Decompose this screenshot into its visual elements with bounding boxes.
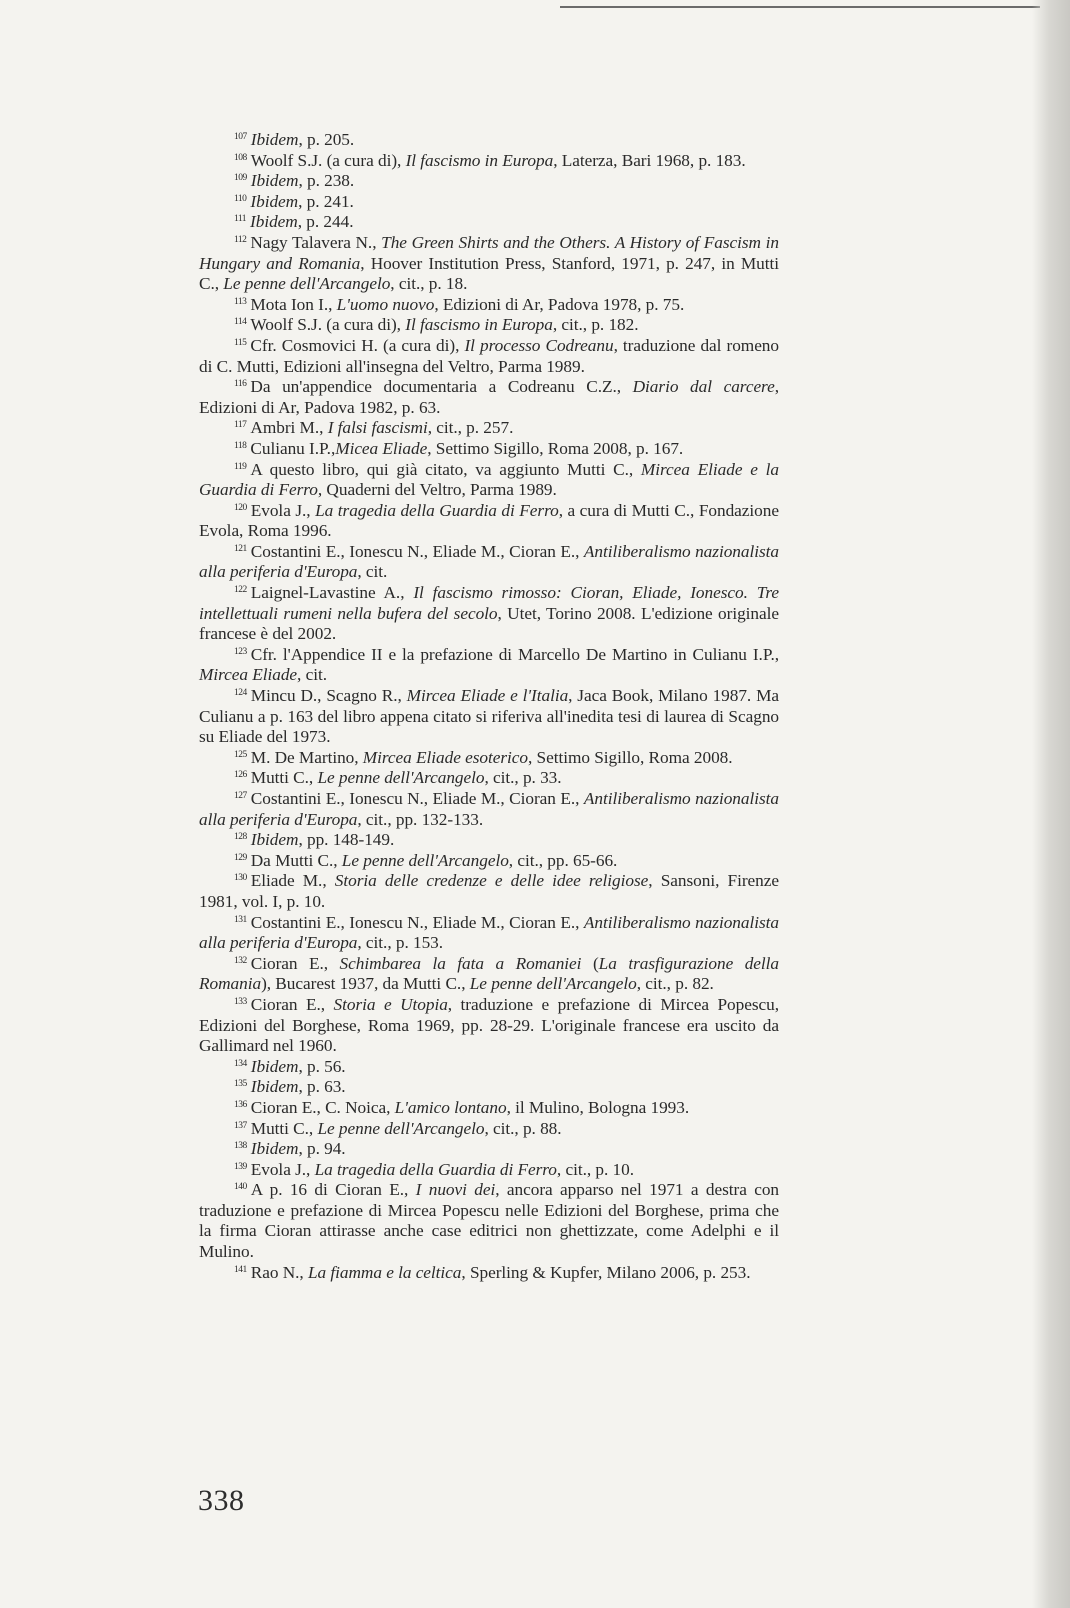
endnote-text: , Settimo Sigillo, Roma 2008. [528,747,733,767]
endnote [199,1160,779,1181]
endnote-text: Ambri M., [250,418,328,438]
endnote [199,151,779,172]
endnote-number: 125 [234,749,247,760]
endnote-text: , Laterza, Bari 1968, p. 183. [553,150,746,170]
endnote-text: , a cura di Mutti C., Fondazione Evola, Roma 1996. [199,500,779,541]
endnote-text: , cit. [357,562,388,582]
endnote [199,1263,779,1284]
endnote-text: Mincu D., Scagno R., [250,686,407,706]
endnote-text: Woolf S.J. (a cura di), [250,150,406,170]
endnote-text: Da un'appendice documentaria a Codreanu C.Z., [250,377,633,397]
endnote-text: , cit., pp. 65-66. [508,850,618,870]
endnote [199,871,779,912]
endnote-number: 107 [234,132,247,142]
endnote-title-text: Mircea Eliade [199,665,298,685]
endnote-title-text: Il processo Codreanu [464,335,614,355]
endnote-text: , Edizioni di Ar, Padova 1978, p. 75. [434,294,685,314]
endnote-text: Mutti C., [250,1118,318,1138]
endnote-text: , Settimo Sigillo, Roma 2008, p. 167. [427,438,684,458]
endnote-text: Cioran E., [250,953,340,973]
endnote-title-text: Ibidem [250,1139,299,1159]
endnotes-list [199,130,779,1283]
endnote [199,830,779,851]
endnote-title-text: Le penne dell'Arcangelo [317,1118,485,1138]
endnote-number: 115 [234,337,247,348]
endnote-title-text: Diario dal carcere [632,377,775,397]
page-edge-shadow [1032,0,1070,1608]
endnote [199,913,779,954]
endnote-text: , cit., p. 33. [484,768,562,788]
endnote-number: 136 [234,1099,247,1110]
endnote [199,995,779,1057]
endnote [199,645,779,686]
endnote-number: 112 [234,234,247,245]
endnote-text: Costantini E., Ionescu N., Eliade M., Cioran E., [250,912,584,932]
endnote-text: , p. 238. [298,171,355,191]
endnote-text: , p. 241. [298,191,354,211]
endnote-title-text: I falsi fascismi [327,418,428,438]
endnote-text: Laignel-Lavastine A., [250,583,414,603]
endnote-number: 118 [234,440,247,451]
endnote-text: , cit., p. 257. [427,418,514,438]
endnote-text: , Edizioni di Ar, Padova 1982, p. 63. [199,377,779,417]
endnote [199,1119,779,1140]
endnote-text: , p. 94. [298,1139,346,1159]
endnote-title-text: Antiliberalismo nazionalista alla periferia d'Europa [199,912,779,953]
endnote-text: , cit., p. 153. [357,933,444,953]
endnote [199,1180,779,1262]
endnote-text: , Sansoni, Firenze 1981, vol. I, p. 10. [199,871,779,911]
endnote-title-text: Ibidem [250,1056,299,1076]
endnote [199,1077,779,1098]
endnote-number: 127 [234,791,247,801]
endnote-text: ), Bucarest 1937, da Mutti C., [261,974,470,994]
endnote [199,460,779,501]
endnote [199,212,779,233]
endnote-number: 122 [234,585,247,596]
endnote [199,748,779,769]
endnote-number: 114 [234,317,247,328]
endnote-text: A questo libro, qui già citato, va aggiunto Mutti C., [250,459,641,479]
endnote-number: 111 [234,214,247,225]
endnote-text: , traduzione dal romeno di C. Mutti, Edizioni all'insegna del Veltro, Parma 1989. [199,335,779,376]
endnote-number: 129 [234,852,247,863]
endnote-number: 121 [234,543,247,554]
endnote-text: Costantini E., Ionescu N., Eliade M., Cioran E., [250,541,584,561]
endnote-number: 126 [234,770,247,781]
endnote-title-text: Micea Eliade [335,438,428,458]
endnote-text: , Utet, Torino 2008. L'edizione originale francese è del 2002. [199,603,779,644]
endnote-number: 110 [234,193,247,204]
endnote [199,768,779,789]
endnote-number: 134 [234,1058,247,1069]
endnote-title-text: Le penne dell'Arcangelo [469,974,637,994]
endnote-number: 120 [234,502,247,513]
endnote [199,418,779,439]
endnote-title-text: La tragedia della Guardia di Ferro [315,500,559,520]
page-number: 338 [198,1484,245,1517]
endnote-text: Mota Ion I., [250,294,337,314]
endnote-text: , il Mulino, Bologna 1993. [506,1097,690,1117]
endnote-title-text: Il fascismo in Europa [405,315,553,335]
endnote-number: 117 [234,420,247,431]
endnote-text: , pp. 148-149. [298,830,395,850]
endnote-number: 109 [234,173,247,184]
endnote-text: Cfr. Cosmovici H. (a cura di), [250,335,465,355]
endnote-title-text: L'uomo nuovo [336,294,435,314]
endnote-text: , Sperling & Kupfer, Milano 2006, p. 253. [461,1262,751,1282]
endnote-text: , cit., p. 10. [556,1159,634,1179]
endnote-title-text: Ibidem [250,171,299,191]
endnote-text: Evola J., [250,1159,315,1179]
endnote-text: , cit. [297,665,327,685]
endnote [199,1139,779,1160]
endnote-text: Woolf S.J. (a cura di), [250,315,406,335]
endnote-title-text: Il fascismo in Europa [405,150,554,170]
endnote-text: Cioran E., C. Noica, [250,1097,395,1117]
endnote [199,130,779,151]
endnote-text: , p. 63. [298,1077,346,1097]
endnote-text: Mutti C., [250,768,318,788]
endnote-number: 116 [234,379,247,390]
endnote-title-text: Storia e Utopia [333,994,448,1014]
endnote [199,1057,779,1078]
endnote-title-text: Mircea Eliade e l'Italia [406,686,569,706]
endnote-number: 141 [234,1264,247,1275]
endnote-text: Evola J., [250,500,316,520]
endnote-number: 139 [234,1161,247,1172]
endnote-text: Culianu I.P., [250,438,336,458]
endnote [199,501,779,542]
endnote [199,542,779,583]
endnote [199,377,779,418]
endnote-text: , Jaca Book, Milano 1987. Ma Culianu a p. 163 del libro appena citato si riferiva all'inedita tesi di laurea di Scagno su Eliade del 1973. [199,686,779,747]
endnote-text: A p. 16 di Cioran E., [250,1180,416,1200]
endnote-title-text: Il fascismo rimosso: Cioran, Eliade, Ionesco. Tre intellettuali rumeni nella bufera del secolo [199,583,779,623]
endnote [199,171,779,192]
endnote-number: 132 [234,955,247,966]
endnote-number: 131 [234,914,247,925]
endnote [199,336,779,377]
endnote-number: 113 [234,296,247,307]
endnote [199,789,779,830]
endnote [199,315,779,336]
endnote-title-text: Ibidem [250,130,299,149]
endnote-number: 123 [234,646,247,657]
endnote-text: Costantini E., Ionescu N., Eliade M., Cioran E., [250,789,584,808]
endnote-text: , cit., pp. 132-133. [357,809,484,829]
endnote-text: , cit., p. 18. [390,274,468,294]
endnote-title-text: I nuovi dei [415,1180,496,1200]
endnote-text: Cioran E., [250,994,334,1014]
endnote-title-text: La trasfigurazione della Romania [199,953,779,994]
endnote-title-text: La fiamma e la celtica [307,1262,462,1282]
endnote-title-text: L'amico lontano [394,1097,507,1117]
endnote-title-text: Schimbarea la fata a Romaniei [339,953,582,973]
endnote [199,954,779,995]
endnote [199,1098,779,1119]
endnote-title-text: Ibidem [250,212,298,232]
endnote-text: , p. 56. [298,1056,346,1076]
endnote-text: , p. 205. [298,130,355,149]
endnote-text: Nagy Talavera N., [250,232,382,252]
endnote-text: , ancora apparso nel 1971 a destra con traduzione e prefazione di Mircea Popescu nelle Edizioni del Borghese, prima che la firma Cioran attirasse anche case editrici non ghettizzate, come Adelphi e il Mulino. [199,1180,780,1262]
endnote-text: , Hoover Institution Press, Stanford, 1971, p. 247, in Mutti C., [199,253,779,294]
endnote-text: Eliade M., [250,871,335,891]
endnote [199,439,779,460]
endnote-text: Rao N., [250,1262,308,1282]
endnote [199,686,779,748]
endnote-text: , cit., p. 88. [484,1118,562,1138]
endnote-title-text: Le penne dell'Arcangelo [317,768,485,788]
endnote-number: 119 [234,461,247,472]
endnote-number: 138 [234,1141,247,1152]
endnote-text: Cfr. l'Appendice II e la prefazione di Marcello De Martino in Culianu I.P., [250,644,779,664]
endnote-title-text: Le penne dell'Arcangelo [341,850,509,870]
endnote-title-text: Antiliberalismo nazionalista alla periferia d'Europa [199,789,779,829]
endnote-text: , cit., p. 182. [552,315,639,335]
endnote-text: , cit., p. 82. [636,974,714,994]
endnote-number: 124 [234,688,247,699]
endnote-number: 133 [234,996,247,1007]
endnote-number: 130 [234,873,247,884]
endnote-title-text: Le penne dell'Arcangelo [223,274,391,294]
endnote-title-text: Ibidem [250,1077,299,1097]
endnote-number: 135 [234,1079,247,1090]
endnote-title-text: Storia delle credenze e delle idee religiose [334,871,649,891]
endnote [199,233,779,295]
endnote-title-text: Ibidem [250,830,299,850]
endnote-title-text: Antiliberalismo nazionalista alla periferia d'Europa [199,541,779,582]
endnote-title-text: Ibidem [250,191,299,211]
endnote-title-text: The Green Shirts and the Others. A History of Fascism in Hungary and Romania [199,232,780,273]
endnote-text: Da Mutti C., [250,850,342,870]
endnote-number: 128 [234,832,247,843]
endnote-title-text: Mircea Eliade e la Guardia di Ferro [199,459,780,500]
endnote-text: M. De Martino, [250,747,363,767]
top-rule [560,6,1040,8]
endnote-title-text: La tragedia della Guardia di Ferro [314,1159,557,1179]
endnote-text: , p. 244. [297,212,354,232]
endnote [199,583,779,645]
endnote-number: 108 [234,152,247,163]
endnote-text: , traduzione e prefazione di Mircea Popescu, Edizioni del Borghese, Roma 1969, pp. 28-29. L'originale francese era uscito da Gallimard nel 1960. [199,994,779,1056]
endnote-number: 140 [234,1182,247,1193]
endnote-text: ( [581,953,599,973]
endnote [199,192,779,213]
endnote-text: , Quaderni del Veltro, Parma 1989. [317,480,557,500]
endnote [199,851,779,872]
endnote-number: 137 [234,1120,247,1131]
endnote-title-text: Mircea Eliade esoterico [362,747,529,767]
endnote [199,295,779,316]
